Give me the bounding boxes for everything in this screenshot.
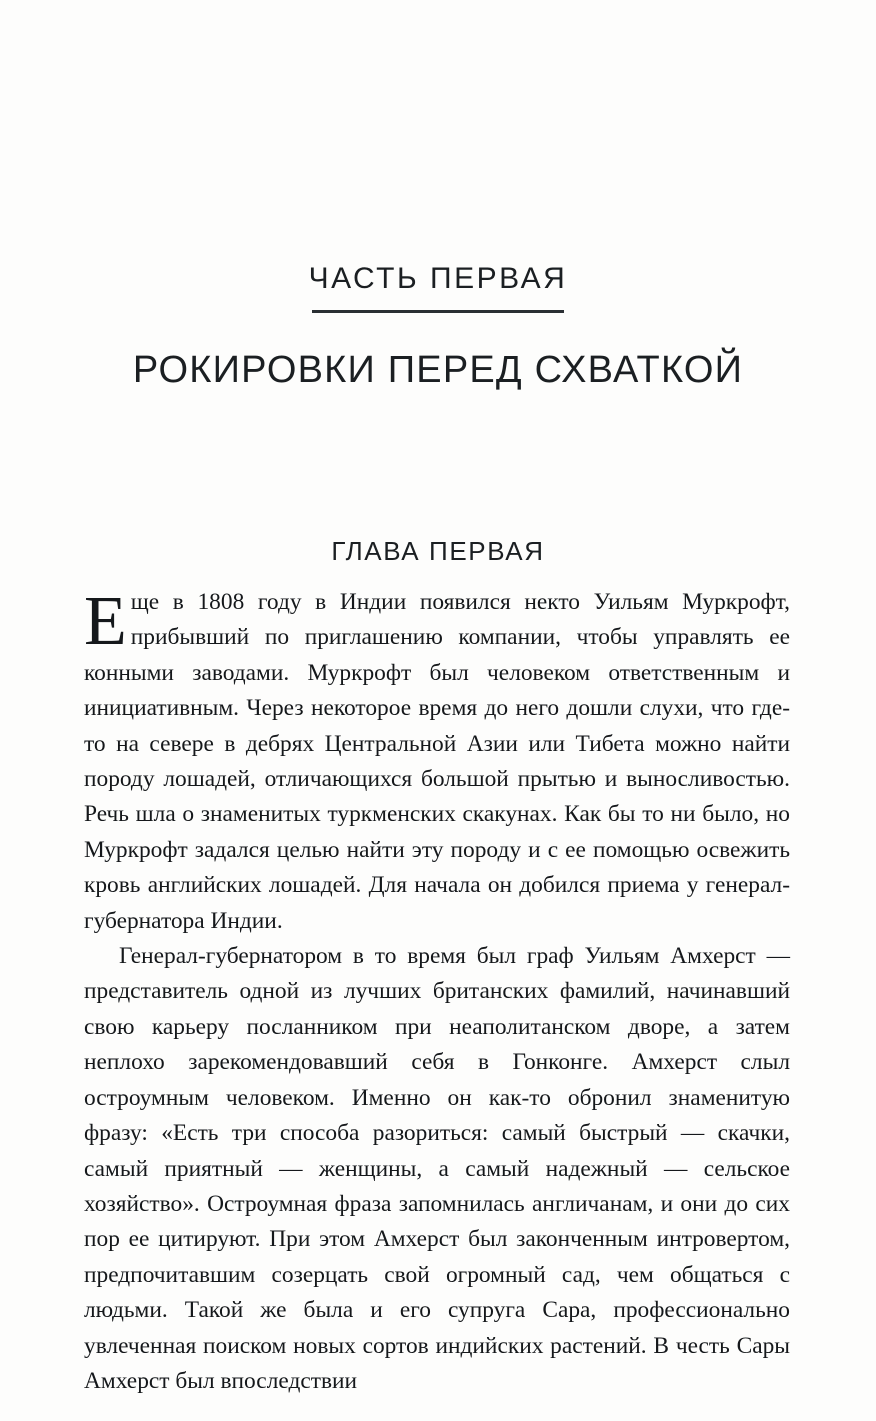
paragraph-text: Генерал-губернатором в то время был граф Уильям Амхерст — представитель одной из лучших британских фамилий, начинавший свою карьеру посланником при неаполитанском дворе, а затем неплохо зарекомендовавший себя в Гонконге. Амхерст слыл остроумным человеком. Именно он как-то обронил знаменитую фразу: «Есть три способа разориться: самый быстрый — скачки, самый приятный — женщины, а самый надежный — сельское хозяйство». Остроумная фраза запомнилась англичанам, и они до сих пор ее цитируют. При этом Амхерст был законченным интровертом, предпочитавшим созерцать свой огромный сад, чем общаться с людьми. Такой же была и его супруга Сара, профессионально увлеченная поиском новых сортов индийских растений. В честь Сары Амхерст был впоследствии [84, 943, 790, 1394]
part-title: РОКИРОВКИ ПЕРЕД СХВАТКОЙ [132, 348, 744, 391]
chapter-label: ГЛАВА ПЕРВАЯ [331, 536, 545, 566]
part-heading-block [0, 262, 876, 392]
body-text-block [84, 585, 790, 1399]
paragraph [84, 939, 790, 1399]
paragraph-text: ще в 1808 году в Индии появился некто Уильям Муркрофт, прибывший по приглашению компании, чтобы управлять ее конными заводами. Муркрофт был человеком ответственным и инициативным. Через некоторое время до него дошли слухи, что где-то на севере в дебрях Центральной Азии или Тибета можно найти породу лошадей, отличающихся большой прытью и выносливостью. Речь шла о знаменитых туркменских скакунах. Как бы то ни было, но Муркрофт задался целью найти эту породу и с ее помощью освежить кровь английских лошадей. Для начала он добился приема у генерал-губернатора Индии. [84, 589, 790, 934]
paragraph [84, 585, 790, 939]
part-label: ЧАСТЬ ПЕРВАЯ [308, 262, 568, 295]
drop-cap: Е [84, 583, 127, 660]
part-divider-rule [312, 310, 564, 313]
chapter-heading-block [0, 536, 876, 567]
